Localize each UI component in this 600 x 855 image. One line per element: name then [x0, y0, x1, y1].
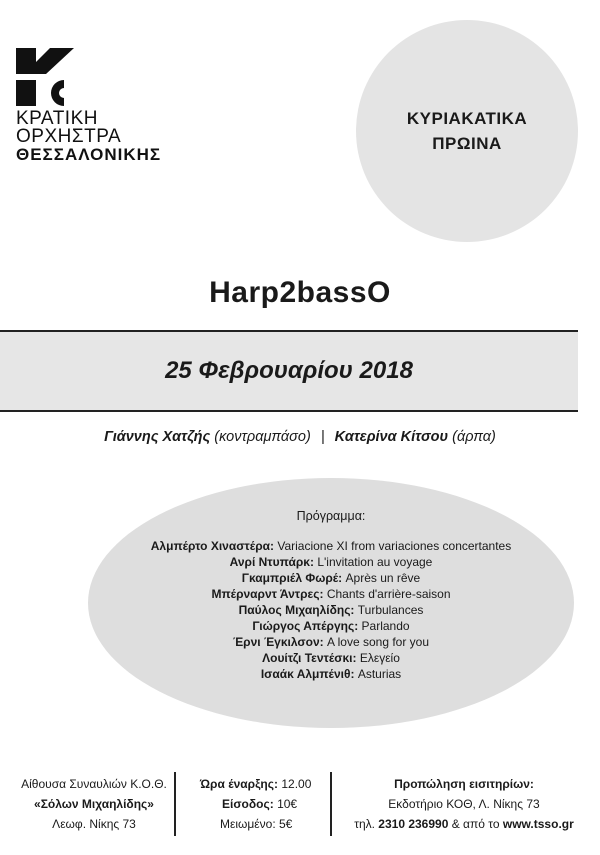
presale-info	[336, 774, 592, 840]
footer-divider-right	[330, 772, 332, 836]
presale-phone-prefix: τηλ.	[354, 817, 375, 831]
logo-line-1: ΚΡΑΤΙΚΗ	[16, 108, 98, 129]
program-item	[88, 586, 574, 602]
concert-date: 25 Φεβρουαρίου 2018	[165, 357, 413, 384]
logo-line-2: ΟΡΧΗΣΤΡΑ	[16, 126, 122, 147]
presale-middle: & από το	[451, 817, 500, 831]
program-composer: Έρνι Έγκιλσον:	[232, 635, 324, 649]
reduced-price-row	[182, 814, 328, 834]
performers-separator: |	[320, 429, 325, 445]
entry-price-label: Είσοδος:	[222, 797, 274, 811]
program-work: Asturias	[357, 667, 402, 681]
program-composer: Παύλος Μιχαηλίδης:	[238, 603, 355, 617]
venue-line-1: Αίθουσα Συναυλιών Κ.Ο.Θ.	[21, 777, 167, 791]
start-time-value: 12.00	[281, 777, 312, 791]
series-line-1: ΚΥΡΙΑΚΑΤΙΚΑ	[406, 109, 528, 128]
reduced-price-label: Μειωμένο:	[220, 817, 276, 831]
program-item	[88, 602, 574, 618]
presale-title: Προπώληση εισιτηρίων:	[394, 777, 534, 791]
logo-line-3: ΘΕΣΣΑΛΟΝΙΚΗΣ	[16, 145, 162, 164]
time-and-price-info	[182, 774, 328, 840]
start-time-row	[182, 774, 328, 794]
date-band	[0, 330, 578, 412]
program-item	[88, 554, 574, 570]
presale-contact-line	[336, 814, 592, 834]
program-work: Turbulances	[357, 603, 424, 617]
program-work: Parlando	[361, 619, 410, 633]
program-item	[88, 650, 574, 666]
program-composer: Αλμπέρτο Χιναστέρα:	[150, 539, 274, 553]
program-composer: Γιώργος Απέργης:	[252, 619, 359, 633]
series-line-2: ΠΡΩΙΝΑ	[432, 134, 502, 153]
program-composer: Ισαάκ Αλμπένιθ:	[260, 667, 355, 681]
program-item	[88, 538, 574, 554]
program-composer: Γκαμπριέλ Φωρέ:	[241, 571, 343, 585]
program-work: L'invitation au voyage	[317, 555, 433, 569]
program-work: Variacione XI from variaciones concertantes	[277, 539, 512, 553]
logo-mark-icon	[16, 48, 80, 106]
performer-2-instrument: (άρπα)	[452, 429, 496, 445]
program-composer: Μπέρναρντ Άντρες:	[211, 587, 324, 601]
venue-line-2: «Σόλων Μιχαηλίδης»	[34, 797, 154, 811]
presale-address: Εκδοτήριο ΚΟΘ, Λ. Νίκης 73	[388, 797, 540, 811]
program-item	[88, 618, 574, 634]
program-work: Ελεγείο	[359, 651, 400, 665]
program-heading: Πρόγραμμα:	[296, 509, 366, 523]
performers-line	[0, 429, 600, 445]
series-badge	[356, 20, 578, 242]
entry-price-value: 10€	[277, 797, 298, 811]
venue-info	[14, 774, 174, 840]
program-item	[88, 570, 574, 586]
venue-line-3: Λεωφ. Νίκης 73	[52, 817, 136, 831]
start-time-label: Ώρα έναρξης:	[200, 777, 278, 791]
performer-1-name: Γιάννης Χατζής	[104, 429, 211, 445]
performer-2-name: Κατερίνα Κίτσου	[334, 429, 449, 445]
program-item	[88, 666, 574, 682]
program-work: A love song for you	[326, 635, 430, 649]
program-composer: Λουίτζι Τεντέσκι:	[262, 651, 357, 665]
reduced-price-value: 5€	[279, 817, 293, 831]
presale-website: www.tsso.gr	[502, 817, 574, 831]
footer-divider-left	[174, 772, 176, 836]
presale-phone: 2310 236990	[378, 817, 449, 831]
program-work: Chants d'arrière-saison	[326, 587, 451, 601]
performer-1-instrument: (κοντραμπάσο)	[214, 429, 311, 445]
entry-price-row	[182, 794, 328, 814]
concert-title: Harp2bassO	[209, 276, 391, 309]
program-item	[88, 634, 574, 650]
program-list	[88, 508, 574, 682]
program-work: Après un rêve	[345, 571, 421, 585]
program-composer: Ανρί Ντυπάρκ:	[229, 555, 314, 569]
orchestra-logo	[16, 48, 161, 164]
